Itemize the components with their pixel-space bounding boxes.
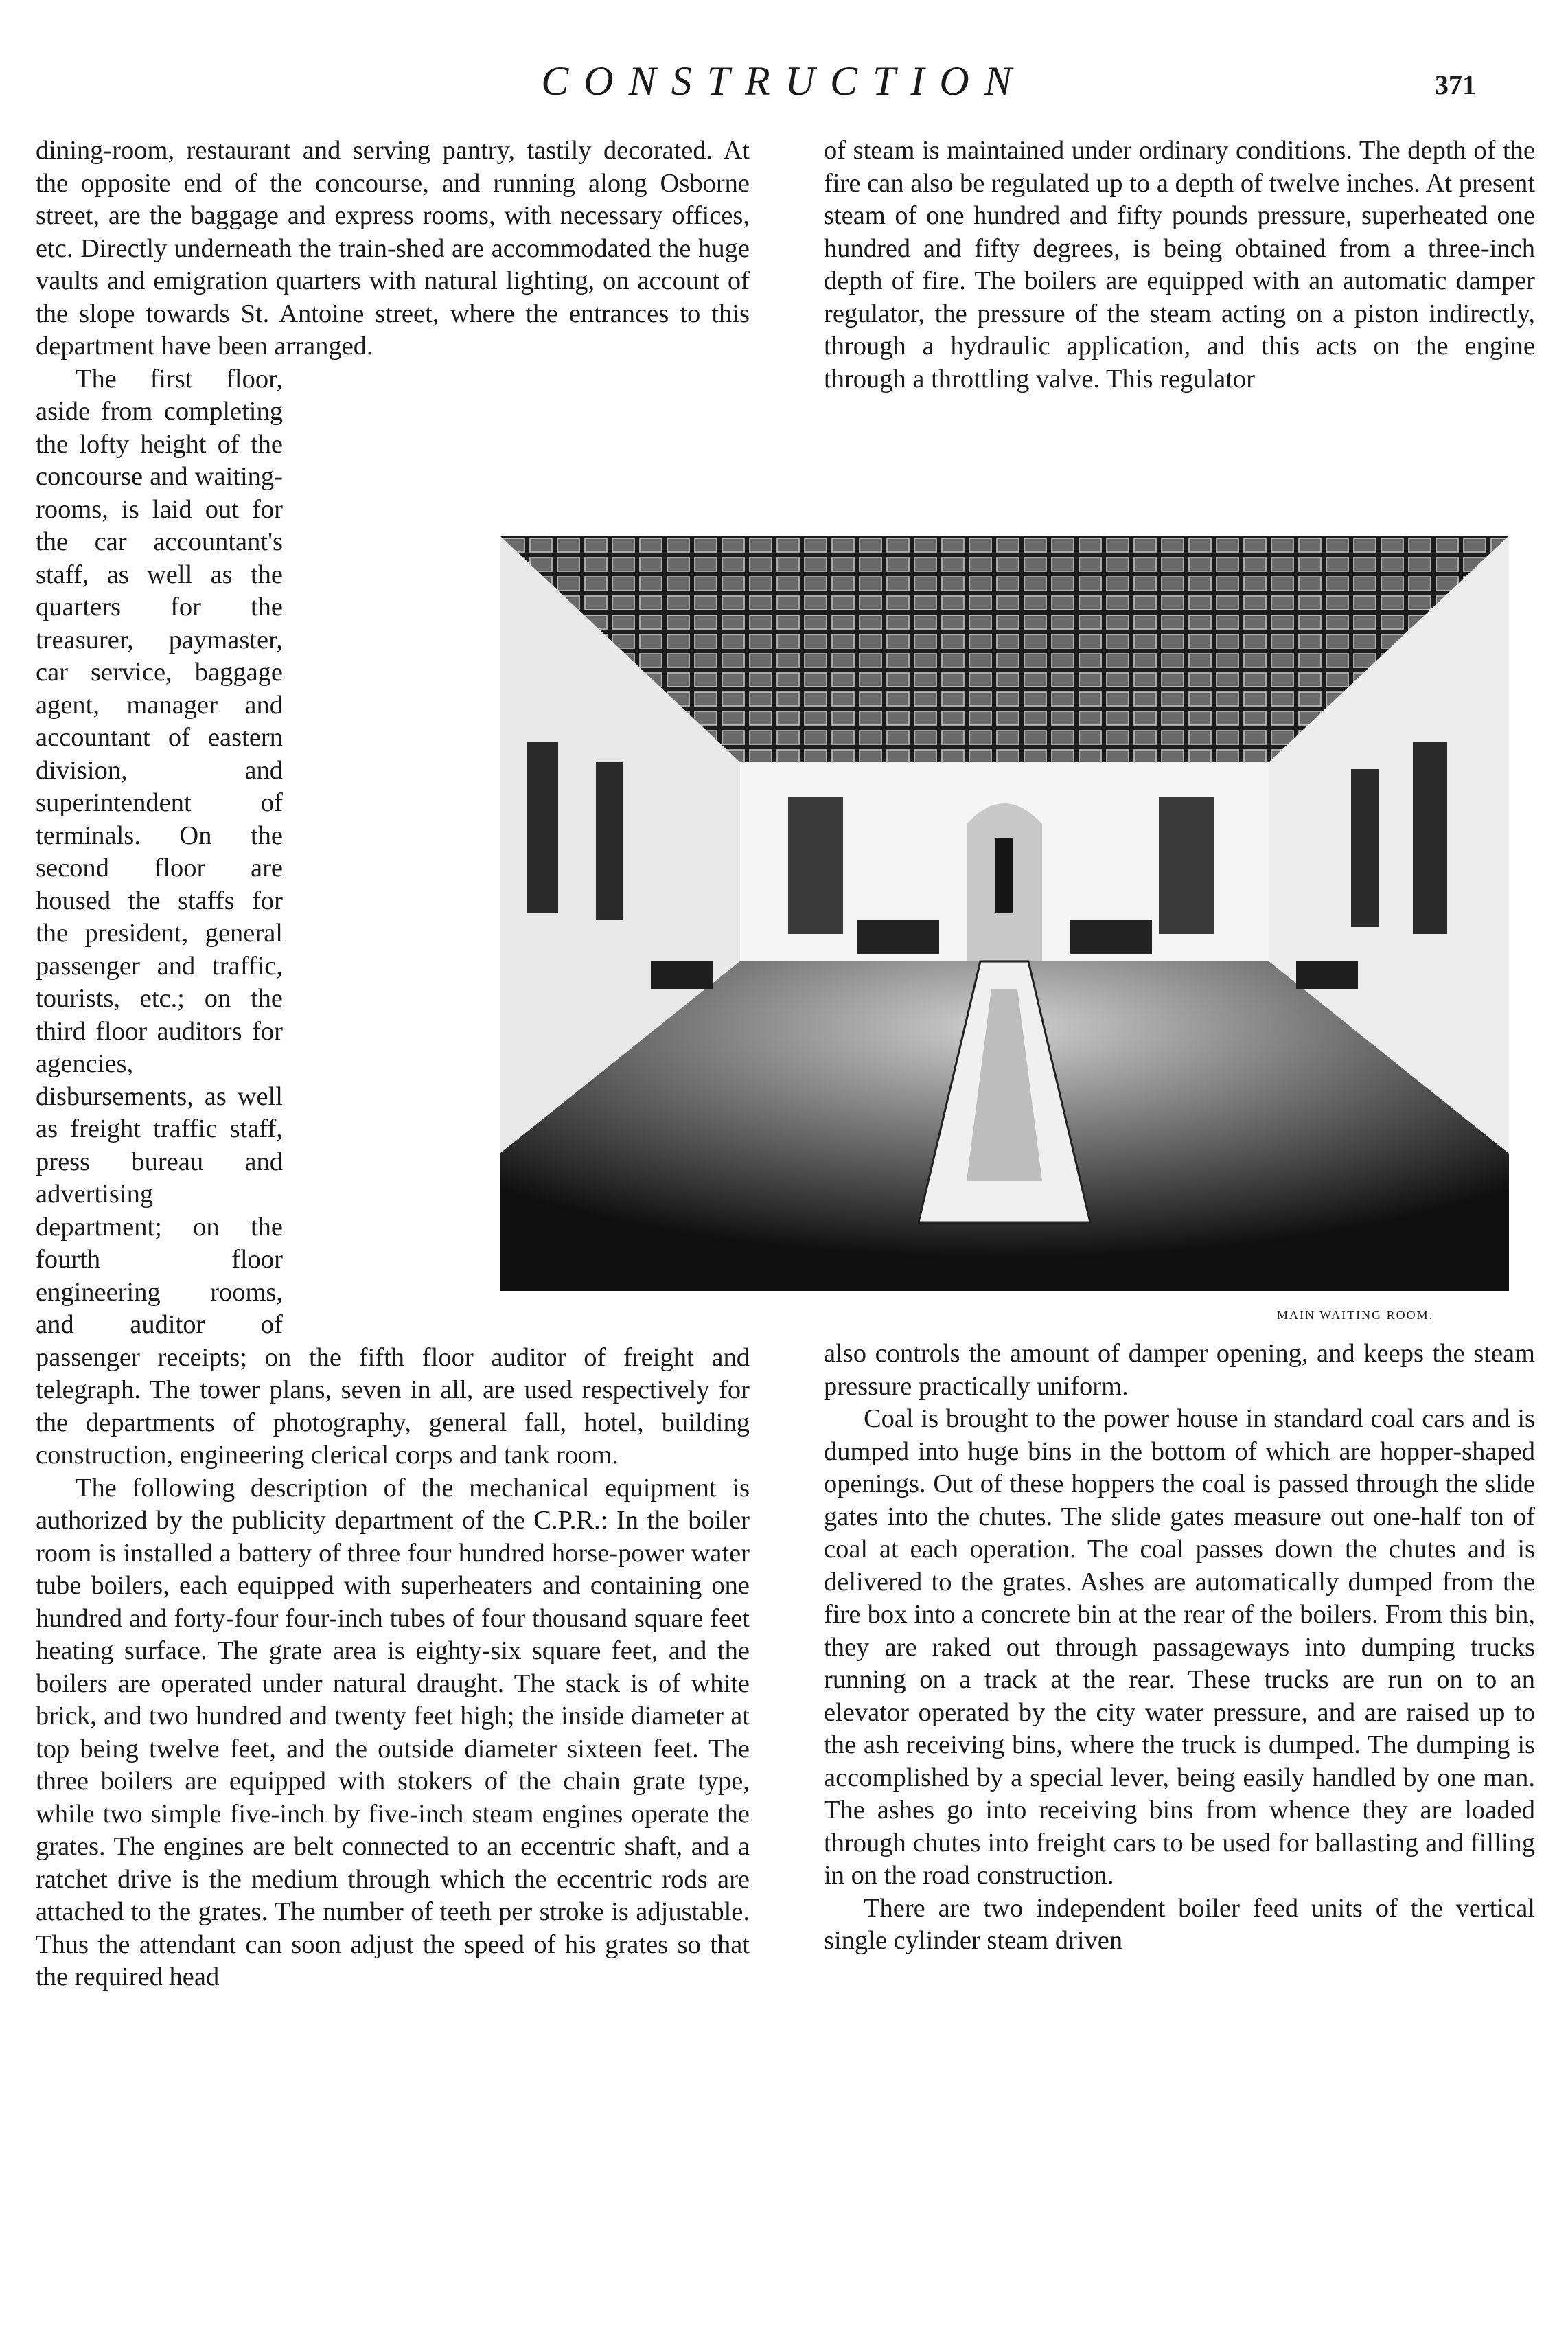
- right-paragraph-3: Coal is brought to the power house in standard coal cars and is dumped into huge bins in the bottom of which are hopper-shaped openings. Out of these hoppers the coal is passed through the slide gates into the chutes. The slide gates measure out one-half ton of coal at each operation. The coal passes down the chutes and is delivered to the grates. Ashes are automatically dumped from the fire box into a concrete bin at the rear of the boilers. From this bin, they are raked out through passageways into dumping trucks running on a track at the rear. These trucks are run on to an elevator operated by the city water pressure, and are raised up to the ash receiving bins, where the truck is dumped. The dumping is accomplished by a special lever, being easily handled by one man. The ashes go into receiving bins from whence they are loaded through chutes into freight cars to be used for ballasting and filling in on the road construction.: [824, 1404, 1535, 1890]
- right-column-top: [824, 135, 1535, 396]
- right-paragraph-2: also controls the amount of damper opening, and keeps the steam pressure practically uniform.: [824, 1339, 1535, 1401]
- left-paragraph-3: The following description of the mechanical equipment is authorized by the publicity department of the C.P.R.: In the boiler room is installed a battery of three four hundred horse-power water tube boilers, each equipped with superheaters and containing one hundred and forty-four four-inch tubes of four thousand square feet heating surface. The grate area is eighty-six square feet, and the boilers are operated under natural draught. The stack is of white brick, and two hundred and twenty feet high; the inside diameter at top being twelve feet, and the outside diameter sixteen feet. The three boilers are equipped with stokers of the chain grate type, while two simple five-inch by five-inch steam engines operate the grates. The engines are belt connected to an eccentric shaft, and a ratchet drive is the medium through which the eccentric rods are attached to the grates. The number of teeth per stroke is adjustable. Thus the attendant can soon adjust the speed of his grates so that the required head: [36, 1473, 750, 1991]
- figure-caption: MAIN WAITING ROOM.: [1277, 1308, 1434, 1322]
- right-paragraph-4: There are two independent boiler feed units of the vertical single cylinder steam driven: [824, 1893, 1535, 1955]
- waiting-room-photo-illustration: [500, 536, 1509, 1291]
- left-paragraph-1: dining-room, restaurant and serving pantry, tastily decorated. At the opposite end of the concourse, and running along Osborne street, are the baggage and express rooms, with necessary offices, etc. Directly underneath the train-shed are accommodated the huge vaults and emigration quarters with natural lighting, on account of the slope towards St. Antoine street, where the entrances to this department have been arranged.: [36, 136, 750, 361]
- page-number: 371: [1435, 69, 1476, 100]
- right-paragraph-1: of steam is maintained under ordinary conditions. The depth of the fire can also be regulated up to a depth of twelve inches. At present steam of one hundred and fifty pounds pressure, superheated one hundred and fifty degrees, is being obtained from a three-inch depth of fire. The boilers are equipped with an automatic damper regulator, the pressure of the steam acting on a piston indirectly, through a hydraulic application, and this acts on the engine through a throttling valve. This regulator: [824, 136, 1535, 393]
- left-paragraph-2: The first floor, aside from completing the lofty height of the concourse and waiting-rooms, is laid out for the car accountant's staff, as well as the quarters for the treasurer, paymaster, car service, baggage agent, manager and accountant of eastern division, and superintendent of terminals. On the second floor are housed the staffs for the president, general passenger and traffic, tourists, etc.; on the third floor auditors for agencies, disbursements, as well as freight traffic staff, press bureau and advertising department; on the fourth floor engineering rooms, and auditor of passenger receipts; on the fifth floor auditor of freight and telegraph. The tower plans, seven in all, are used respectively for the departments of photography, general fall, hotel, building construction, engineering clerical corps and tank room.: [36, 364, 750, 1469]
- right-column-bottom: [824, 1338, 1535, 1958]
- running-header-title: CONSTRUCTION: [541, 58, 1027, 104]
- waiting-room-photograph: [500, 536, 1509, 1291]
